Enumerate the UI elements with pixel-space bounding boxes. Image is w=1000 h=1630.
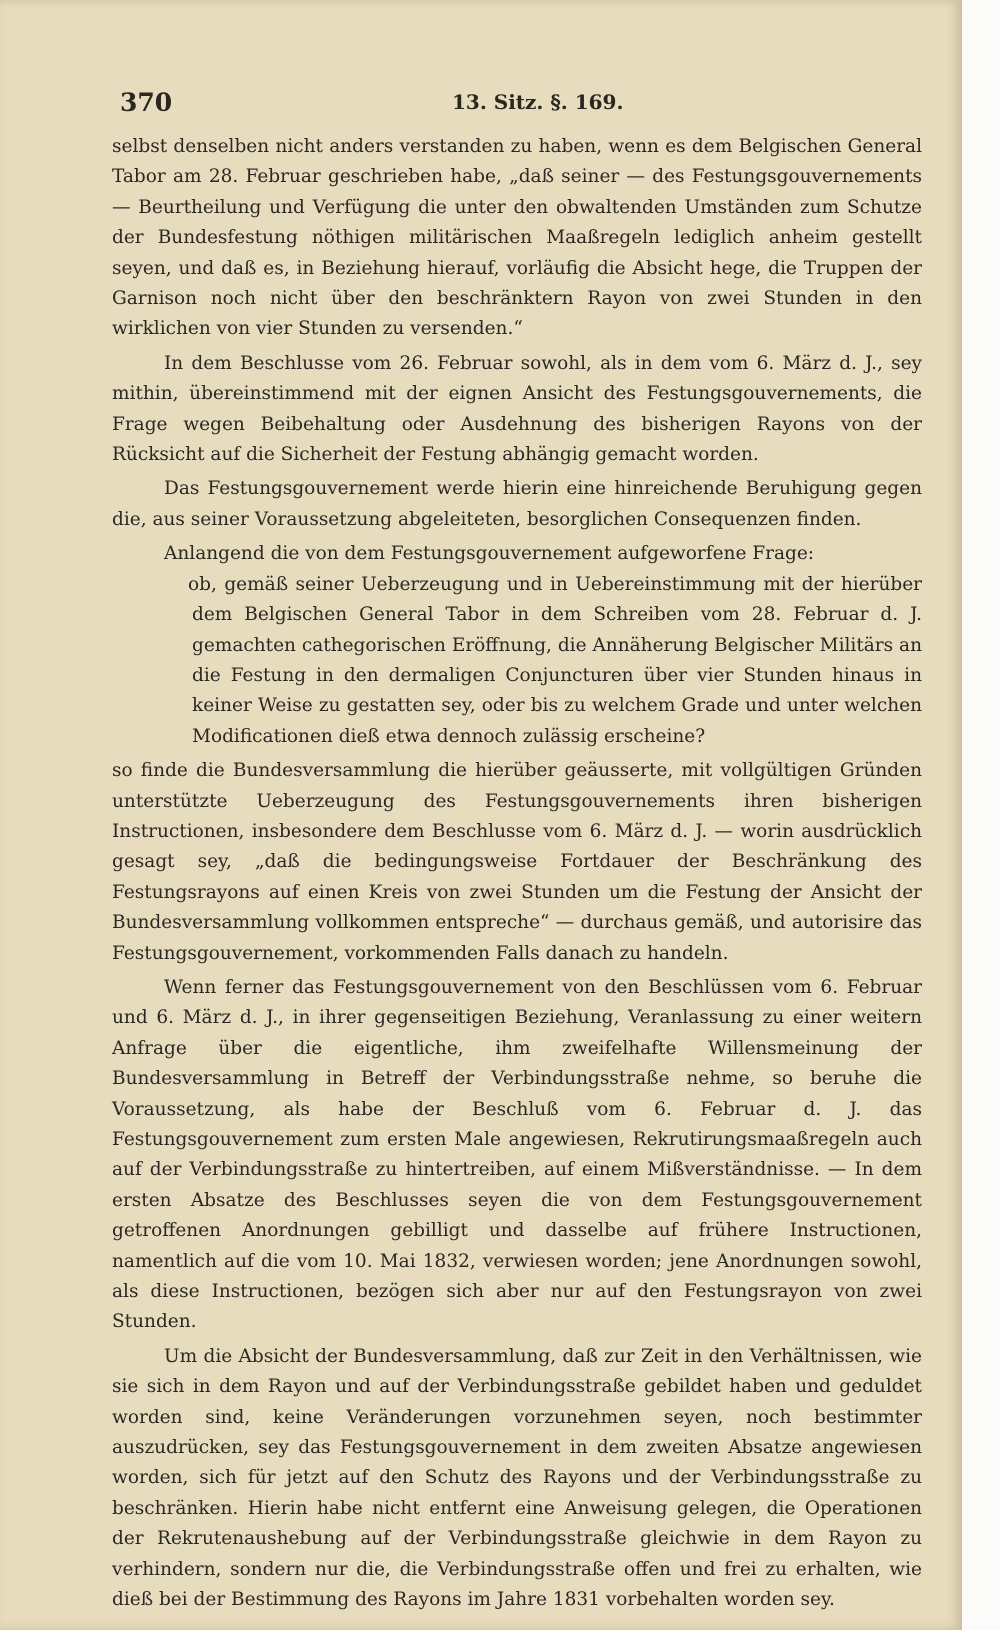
paragraph-6: Wenn ferner das Festungsgouvernement von den Beschlüssen vom 6. Februar und 6. März d. J., in ihrer gegenseitigen Beziehung, Veranlassung zu einer weitern Anfrage über die eigentliche, ihm zweifelhafte Willensmeinung der Bundesversammlung in Betreff der Verbindungsstraße nehme, so beruhe die Voraussetzung, als habe der Beschluß vom 6. Februar d. J. das Festungsgouvernement zum ersten Male angewiesen, Rekrutirungsmaaßregeln auch auf der Verbindungsstraße zu hintertreiben, auf einem Mißverständnisse. — In dem ersten Absatze des Beschlusses seyen die von dem Festungsgouvernement getroffenen Anordnungen gebilligt und dasselbe auf frühere Instructionen, namentlich auf die vom 10. Mai 1832, verwiesen worden; jene Anordnungen sowohl, als diese Instructionen, bezögen sich aber nur auf den Festungsrayon von zwei Stunden. [112,976,922,1333]
paragraph-5: so finde die Bundesversammlung die hierüber geäusserte, mit vollgültigen Gründen unterstützte Ueberzeugung des Festungsgouvernements ihren bisherigen Instructionen, insbesondere dem Beschlusse vom 6. März d. J. — worin ausdrücklich gesagt sey, „daß die bedingungsweise Fortdauer der Beschränkung des Festungsrayons auf einen Kreis von zwei Stunden um die Festung der Ansicht der Bundesversammlung vollkommen entspreche“ — durchaus gemäß, und autorisire das Festungsgouvernement, vorkommenden Falls danach zu handeln. [112,760,922,964]
paragraph-1: selbst denselben nicht anders verstanden zu haben, wenn es dem Belgischen General Tabor am 28. Februar geschrieben habe, „daß seiner — des Festungsgouvernements — Beurtheilung und Verfügung die unter den obwaltenden Umständen zum Schutze der Bundesfestung nöthigen militärischen Maaßregeln lediglich anheim gestellt seyen, und daß es, in Beziehung hierauf, vorläufig die Absicht hege, die Truppen der Garnison noch nicht über den beschränktern Rayon von zwei Stunden in den wirklichen von vier Stunden zu versenden.“ [112,136,922,340]
paragraph-3: Das Festungsgouvernement werde hierin eine hinreichende Beruhigung gegen die, aus seiner Voraussetzung abgeleiteten, besorglichen Consequenzen finden. [112,478,922,530]
paragraph-7: Um die Absicht der Bundesversammlung, daß zur Zeit in den Verhältnissen, wie sie sich in dem Rayon und auf der Verbindungsstraße gebildet haben und geduldet worden sind, keine Veränderungen vorzunehmen seyen, noch bestimmter auszudrücken, sey das Festungsgouvernement in dem zweiten Absatze angewiesen worden, sich für jetzt auf den Schutz des Rayons und der Verbindungsstraße zu beschränken. Hierin habe nicht entfernt eine Anweisung gelegen, die Operationen der Rekrutenaushebung auf der Verbindungsstraße gleichwie in dem Rayon zu verhindern, sondern nur die, die Verbindungsstraße offen und frei zu erhalten, wie dieß bei der Bestimmung des Rayons im Jahre 1831 vorbehalten worden sey. [112,1345,922,1611]
paragraph-4: Anlangend die von dem Festungsgouvernement aufgeworfene Frage: [164,543,815,565]
paragraph-2: In dem Beschlusse vom 26. Februar sowohl, als in dem vom 6. März d. J., sey mithin, übereinstimmend mit der eignen Ansicht des Festungsgouvernements, die Frage wegen Beibehaltung oder Ausdehnung des bisherigen Rayons von der Rücksicht auf die Sicherheit der Festung abhängig gemacht worden. [112,352,922,466]
page-number: 370 [120,88,173,117]
question-text: ob, gemäß seiner Ueberzeugung und in Uebereinstimmung mit der hierüber dem Belgischen General Tabor in dem Schreiben vom 28. Februar d. J. gemachten cathegorischen Eröffnung, die Annäherung Belgischer Militärs an die Festung in den dermaligen Conjuncturen über vier Stunden hinaus in keiner Weise zu gestatten sey, oder bis zu welchem Grade und unter welchen Modificationen dieß etwa dennoch zulässig erscheine? [188,573,922,747]
running-head: 13. Sitz. §. 169. [452,90,624,114]
quoted-question [112,570,922,752]
page-header [120,88,920,128]
body-text [112,132,922,1620]
